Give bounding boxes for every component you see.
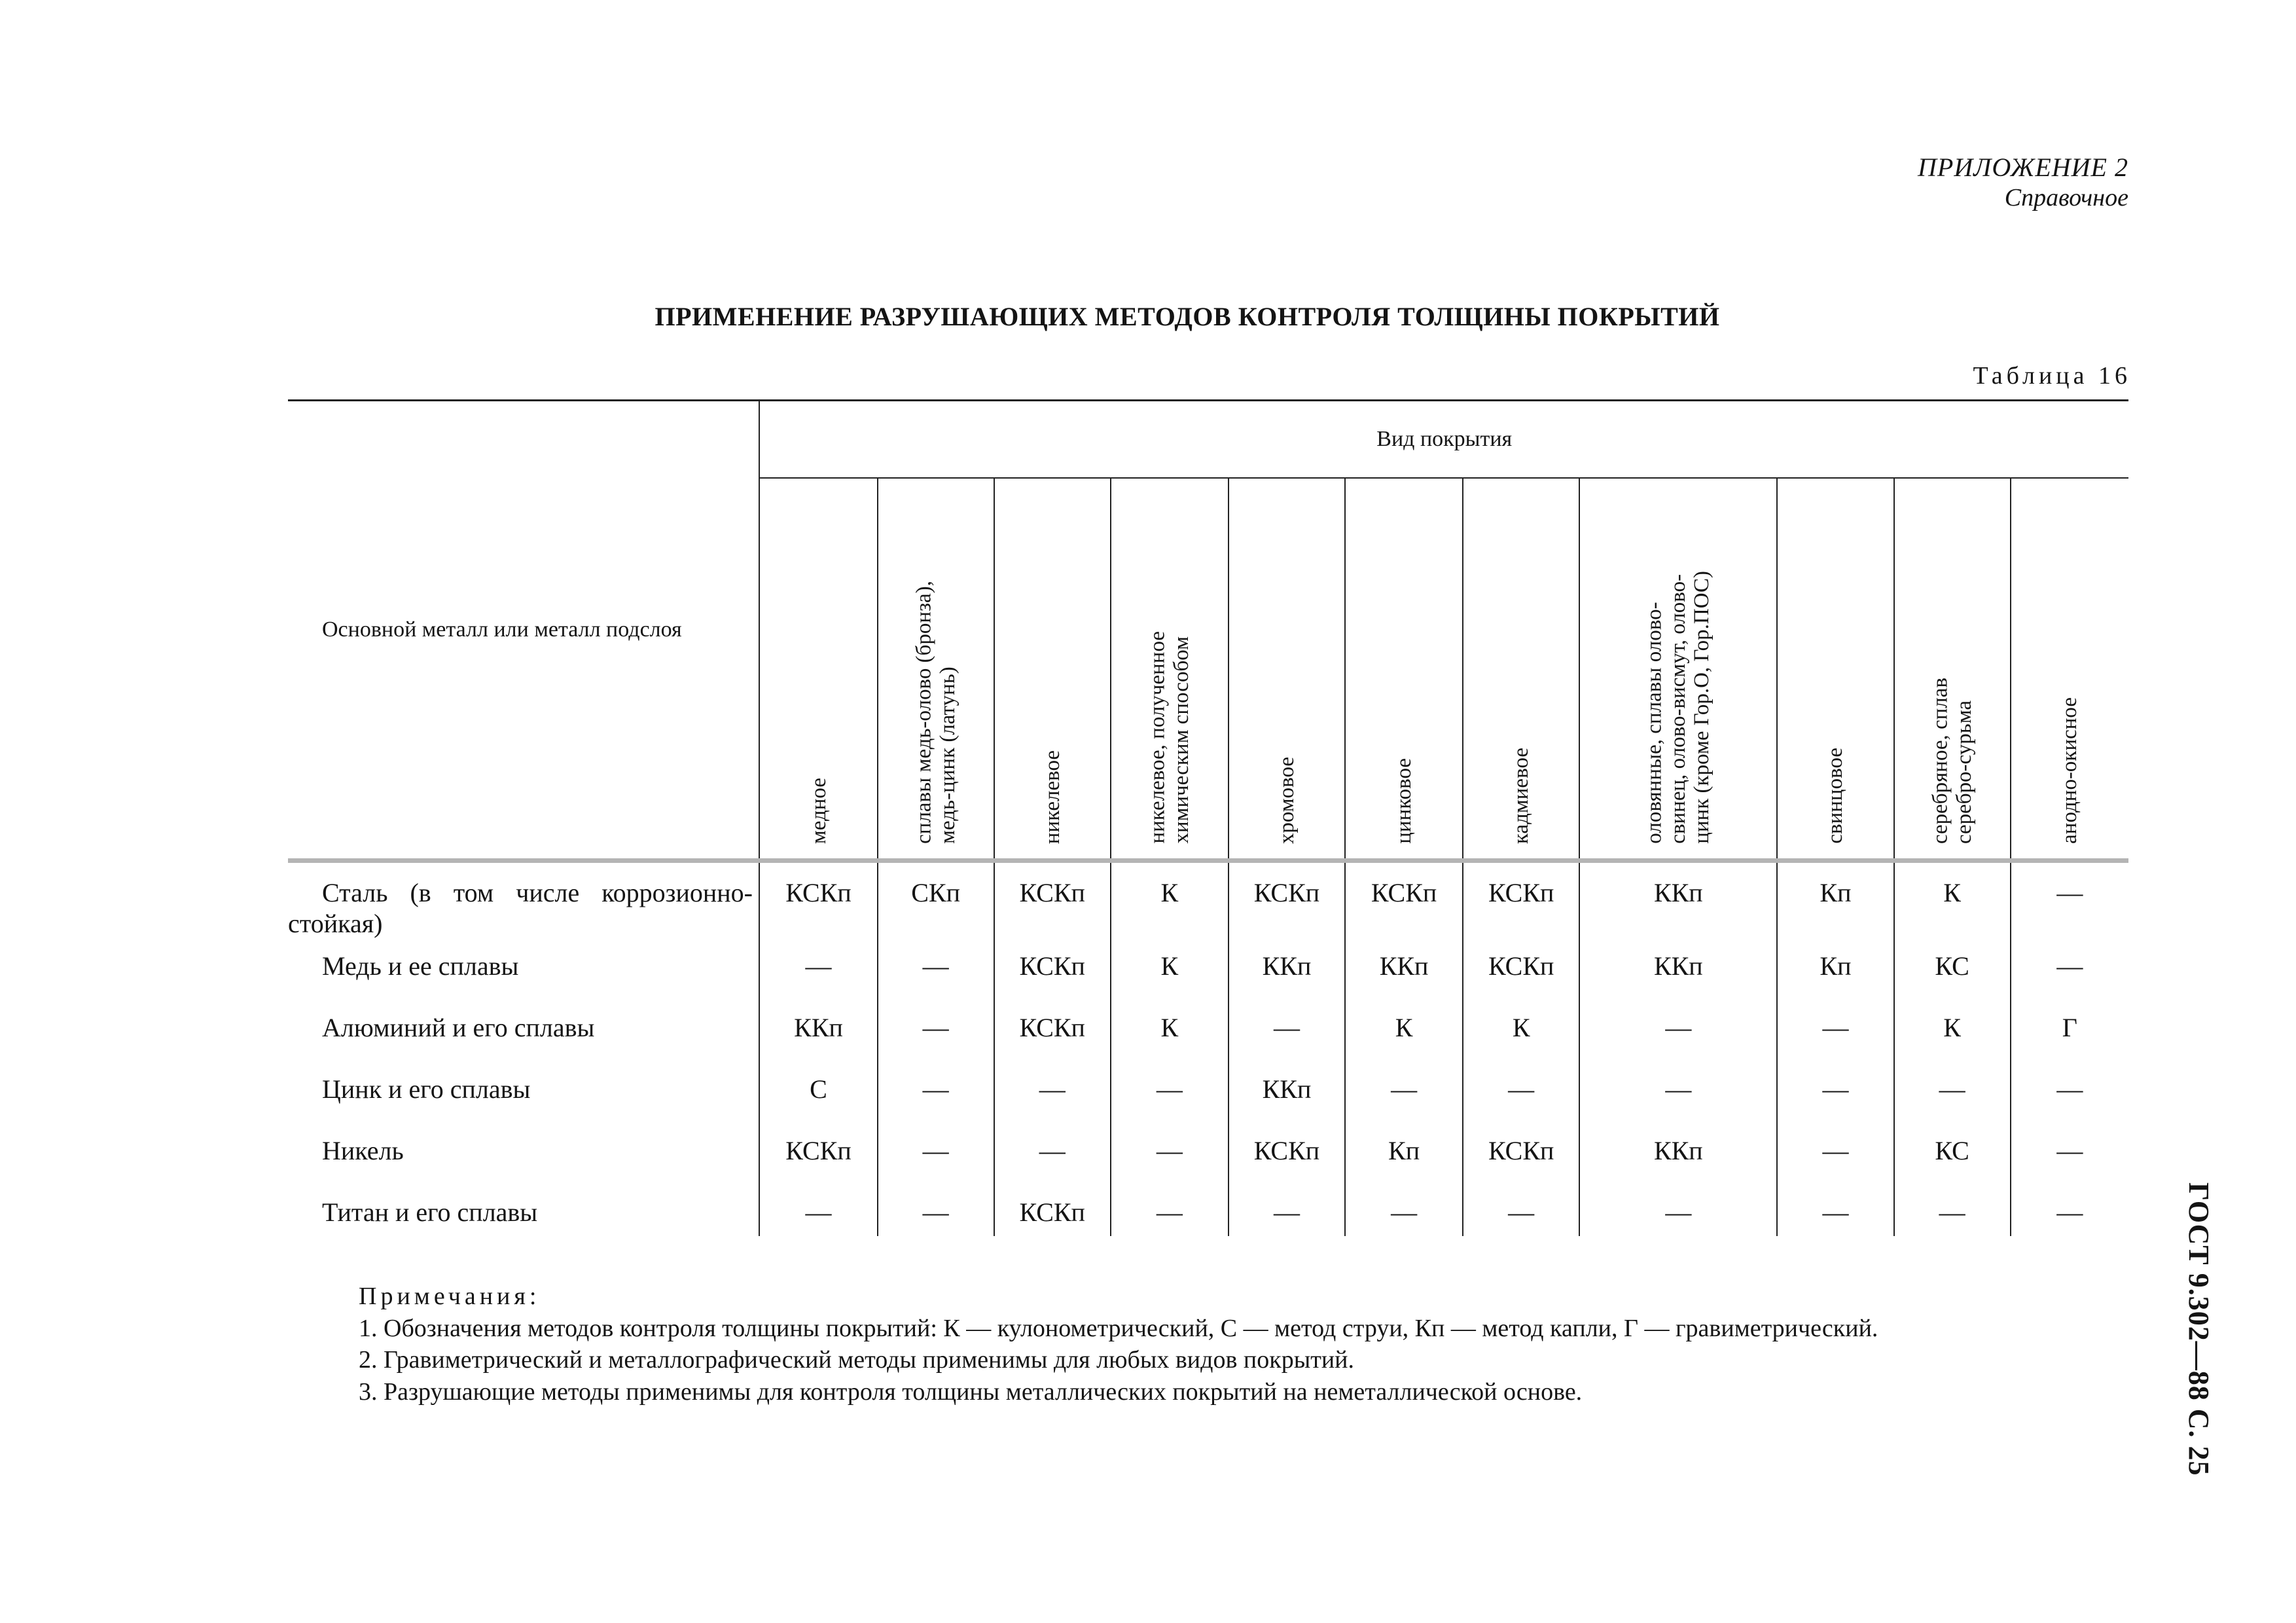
column-header-line: свинец, олово-висмут, олово- xyxy=(1666,574,1691,844)
column-header-line: никелевое xyxy=(1040,750,1064,844)
table-row xyxy=(288,861,2128,951)
table-cell: СКп xyxy=(878,861,994,951)
table-cell: — xyxy=(759,1197,877,1236)
column-header xyxy=(1345,478,1463,861)
notes xyxy=(359,1281,1878,1408)
row-metal-name xyxy=(288,1135,759,1197)
column-header-line: цинк (кроме Гор.О, Гор.ПОС) xyxy=(1690,571,1714,844)
table-cell: КС xyxy=(1894,1135,2011,1197)
group-header: Вид покрытия xyxy=(759,401,2128,479)
column-header-line: медное xyxy=(806,777,831,844)
column-header-line: серебряное, сплав xyxy=(1928,677,1952,844)
row-metal-name xyxy=(288,1074,759,1135)
column-header-line: хромовое xyxy=(1274,756,1299,844)
document-title: ПРИМЕНЕНИЕ РАЗРУШАЮЩИХ МЕТОДОВ КОНТРОЛЯ ТОЛЩИНЫ ПОКРЫТИЙ xyxy=(655,302,1720,331)
table-cell: — xyxy=(759,951,877,1012)
row-metal-name xyxy=(288,951,759,1012)
row-metal-text: Медь и ее сплавы xyxy=(322,951,519,981)
note-item: 2. Гравиметрический и металлографический методы применимы для любых видов покрытий. xyxy=(359,1346,1355,1374)
table-cell: — xyxy=(878,951,994,1012)
table-cell: — xyxy=(1579,1197,1777,1236)
table-cell: Кп xyxy=(1345,1135,1463,1197)
table-cell: ККп xyxy=(759,1012,877,1074)
page-code: ГОСТ 9.302—88 С. 25 xyxy=(2183,1182,2215,1476)
row-metal-name xyxy=(288,1197,759,1236)
column-header-line: никелевое, полученное xyxy=(1145,631,1170,844)
table-cell: — xyxy=(1463,1197,1579,1236)
row-metal-text: Алюминий и его сплавы xyxy=(322,1013,595,1042)
appendix-kind: Справочное xyxy=(2004,184,2128,211)
table-row xyxy=(288,1197,2128,1236)
table-cell: — xyxy=(878,1012,994,1074)
table-cell: К xyxy=(1111,1012,1229,1074)
table-cell: — xyxy=(1777,1197,1893,1236)
column-header-line: химическим способом xyxy=(1169,636,1193,844)
note-item: 3. Разрушающие методы применимы для контроля толщины металлических покрытий на неметаллической основе. xyxy=(359,1377,1583,1406)
table-cell: — xyxy=(1111,1074,1229,1135)
table-cell: Кп xyxy=(1777,861,1893,951)
column-header-line: серебро-сурьма xyxy=(1952,700,1976,844)
column-header-line: оловянные, сплавы олово- xyxy=(1642,602,1666,844)
column-header xyxy=(878,478,994,861)
row-metal-name xyxy=(288,861,759,951)
table-cell: — xyxy=(1579,1012,1777,1074)
table-cell: КСКп xyxy=(759,861,877,951)
table-cell: КСКп xyxy=(1463,951,1579,1012)
appendix-heading xyxy=(1918,152,2128,213)
table-cell: — xyxy=(994,1135,1111,1197)
table-cell: КСКп xyxy=(759,1135,877,1197)
table-cell: Кп xyxy=(1777,951,1893,1012)
table-cell: КСКп xyxy=(1463,1135,1579,1197)
row-metal-text: Цинк и его сплавы xyxy=(322,1074,531,1104)
row-metal-name xyxy=(288,1012,759,1074)
column-header-line: анодно-окисное xyxy=(2058,697,2082,844)
table-cell: — xyxy=(2011,1197,2128,1236)
table-body xyxy=(288,861,2128,1237)
note-item: 1. Обозначения методов контроля толщины покрытий: К — кулонометрический, С — метод струи, Кп — метод капли, Г — гравиметрический. xyxy=(359,1314,1878,1342)
column-header-line: цинковое xyxy=(1391,758,1416,844)
column-header xyxy=(994,478,1111,861)
table-cell: ККп xyxy=(1229,951,1345,1012)
column-header xyxy=(759,478,877,861)
column-header xyxy=(1579,478,1777,861)
table-cell: К xyxy=(1111,861,1229,951)
table-cell: — xyxy=(1229,1197,1345,1236)
table-cell: — xyxy=(1777,1012,1893,1074)
table-cell: — xyxy=(2011,951,2128,1012)
table-cell: ККп xyxy=(1579,951,1777,1012)
table-row xyxy=(288,1012,2128,1074)
column-header xyxy=(1229,478,1345,861)
table-row xyxy=(288,1074,2128,1135)
column-header xyxy=(1463,478,1579,861)
table-cell: — xyxy=(1777,1135,1893,1197)
table-cell: ККп xyxy=(1579,1135,1777,1197)
row-metal-text: Никель xyxy=(322,1136,404,1165)
column-header-line: медь-цинк (латунь) xyxy=(935,666,960,844)
column-header xyxy=(1894,478,2011,861)
table-cell: — xyxy=(2011,861,2128,951)
table-cell: — xyxy=(1579,1074,1777,1135)
table-cell: — xyxy=(1111,1135,1229,1197)
table-row xyxy=(288,1135,2128,1197)
column-header xyxy=(1777,478,1893,861)
table-cell: К xyxy=(1345,1012,1463,1074)
table-cell: — xyxy=(1229,1012,1345,1074)
table-cell: КСКп xyxy=(994,951,1111,1012)
table-cell: — xyxy=(1345,1074,1463,1135)
table-cell: КСКп xyxy=(1463,861,1579,951)
table-cell: — xyxy=(1894,1074,2011,1135)
table-cell: С xyxy=(759,1074,877,1135)
table-cell: — xyxy=(878,1074,994,1135)
table-cell: — xyxy=(1463,1074,1579,1135)
table-cell: КСКп xyxy=(1229,1135,1345,1197)
table-cell: ККп xyxy=(1579,861,1777,951)
column-header-line: сплавы медь-олово (бронза), xyxy=(912,581,936,844)
table-cell: К xyxy=(1894,1012,2011,1074)
column-header-line: свинцовое xyxy=(1823,748,1848,844)
table-cell: К xyxy=(1894,861,2011,951)
column-header xyxy=(2011,478,2128,861)
table-number: Таблица 16 xyxy=(1973,362,2131,390)
table-cell: — xyxy=(2011,1074,2128,1135)
table-cell: — xyxy=(878,1135,994,1197)
table-cell: — xyxy=(1111,1197,1229,1236)
table-cell: КСКп xyxy=(994,861,1111,951)
table-cell: К xyxy=(1463,1012,1579,1074)
table-cell: КСКп xyxy=(994,1197,1111,1236)
table-cell: КСКп xyxy=(1345,861,1463,951)
methods-table xyxy=(288,399,2128,1236)
table-cell: ККп xyxy=(1345,951,1463,1012)
table-cell: — xyxy=(878,1197,994,1236)
table-cell: — xyxy=(2011,1135,2128,1197)
table-cell: — xyxy=(1777,1074,1893,1135)
table-row xyxy=(288,951,2128,1012)
table-cell: КСКп xyxy=(1229,861,1345,951)
table-cell: — xyxy=(1894,1197,2011,1236)
table-cell: Г xyxy=(2011,1012,2128,1074)
table-cell: — xyxy=(994,1074,1111,1135)
column-header xyxy=(1111,478,1229,861)
row-header: Основной металл или металл подслоя xyxy=(288,401,759,861)
notes-title: Примечания: xyxy=(359,1283,541,1310)
table-cell: КС xyxy=(1894,951,2011,1012)
appendix-label: ПРИЛОЖЕНИЕ 2 xyxy=(1918,153,2128,182)
table-cell: ККп xyxy=(1229,1074,1345,1135)
table-cell: КСКп xyxy=(994,1012,1111,1074)
row-metal-text: Сталь (в том числе коррозионно-стойкая) xyxy=(288,878,753,938)
column-header-line: кадмиевое xyxy=(1509,747,1534,844)
table-cell: К xyxy=(1111,951,1229,1012)
row-metal-text: Титан и его сплавы xyxy=(322,1197,538,1227)
table-cell: — xyxy=(1345,1197,1463,1236)
